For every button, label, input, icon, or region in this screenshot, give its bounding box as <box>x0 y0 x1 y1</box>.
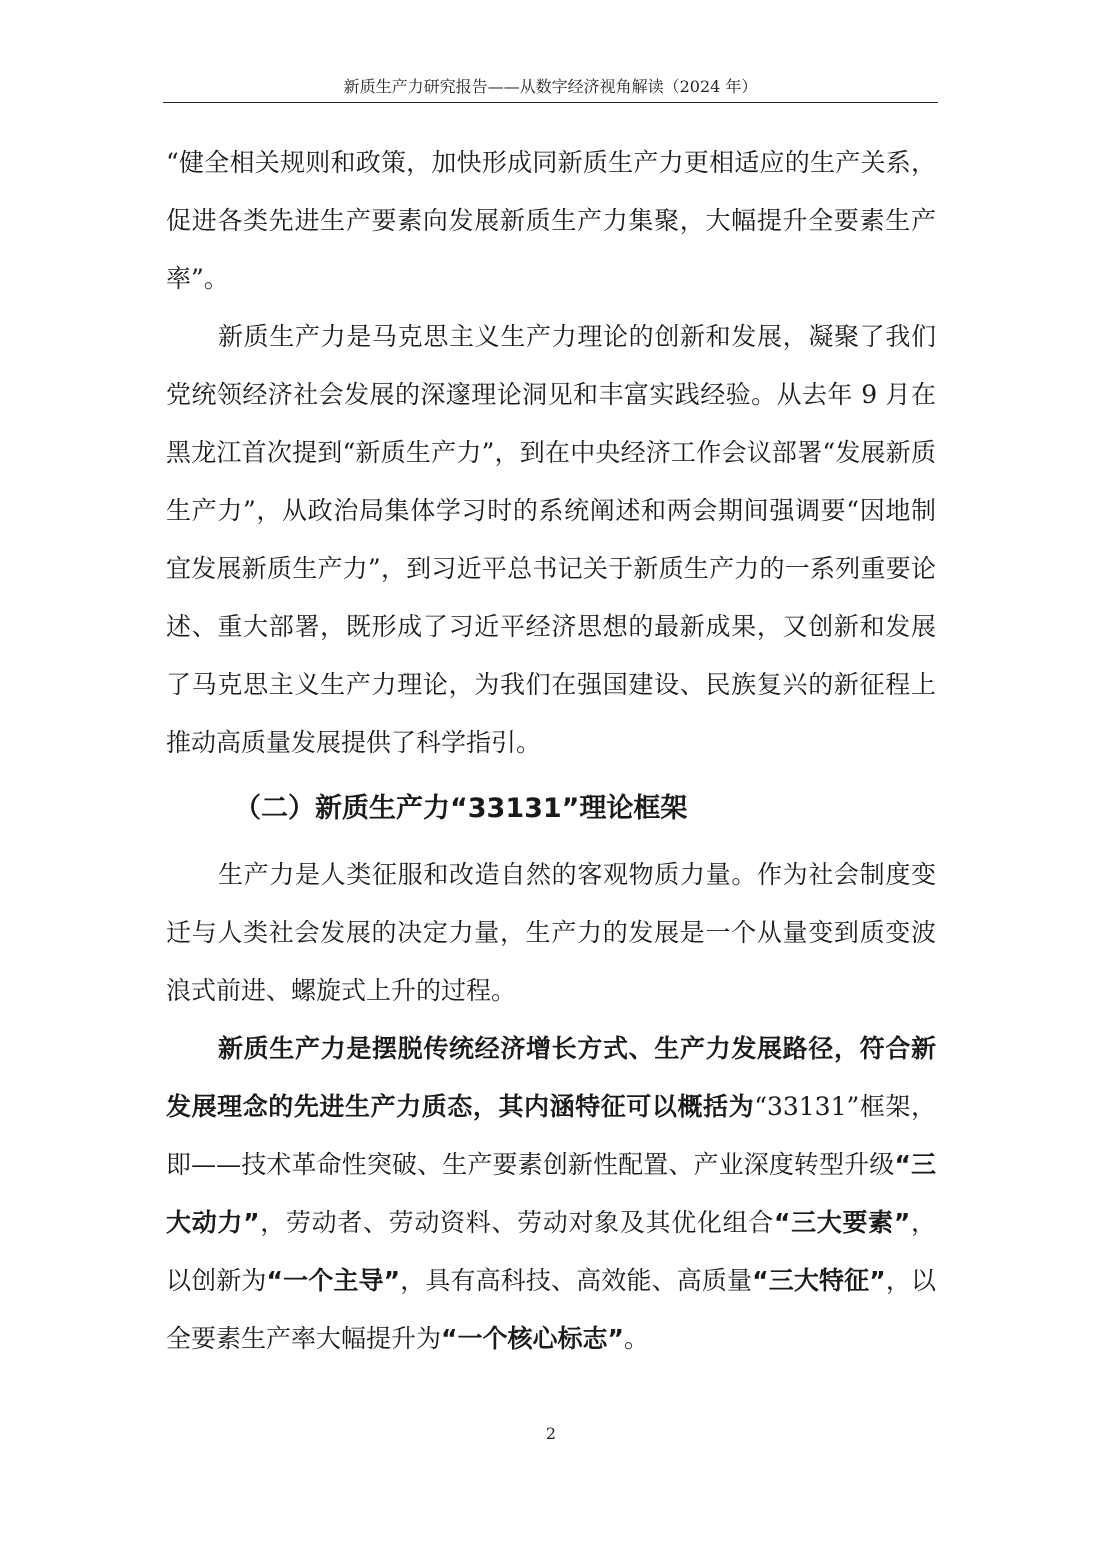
framework-text-5: ，以全要素生产率大幅提升为 <box>166 1266 936 1353</box>
framework-text-4: ，具有高科技、高效能、高质量 <box>400 1266 753 1295</box>
framework-lead-text: 新质生产力是摆脱传统经济增长方式、生产力发展路径，符合新发展理念的先进生产力质态，其内涵特征可以概括为 <box>166 1034 936 1121</box>
page-header <box>163 76 938 103</box>
framework-text-2: ，劳动者、劳动资料、劳动对象及其优化组合 <box>259 1208 774 1237</box>
paragraph-quote: “健全相关规则和政策，加快形成同新质生产力更相适应的生产关系，促进各类先进生产要素向发展新质生产力集聚，大幅提升全要素生产率”。 <box>166 148 936 293</box>
document-body <box>166 134 936 1368</box>
one-lead: “一个主导” <box>266 1266 401 1295</box>
framework-text-3: ，以创新为 <box>166 1208 936 1295</box>
paragraph-framework <box>166 1020 936 1368</box>
three-elements: “三大要素” <box>773 1208 911 1237</box>
report-title: 新质生产力研究报告——从数字经济视角解读（2024 年） <box>343 77 758 96</box>
section-heading: （二）新质生产力“33131”理论框架 <box>234 793 688 824</box>
framework-text-end: 。 <box>623 1324 649 1353</box>
paragraph-productivity: 生产力是人类征服和改造自然的客观物质力量。作为社会制度变迁与人类社会发展的决定力量，生产力的发展是一个从量变到质变波浪式前进、螺旋式上升的过程。 <box>166 860 936 1005</box>
three-drivers: “三大动力” <box>166 1150 936 1237</box>
framework-text-1: “33131”框架，即——技术革命性突破、生产要素创新性配置、产业深度转型升级 <box>166 1092 936 1179</box>
core-indicator: “一个核心标志” <box>441 1324 624 1353</box>
three-features: “三大特征” <box>752 1266 886 1295</box>
page-number: 2 <box>545 1424 557 1443</box>
paragraph-theory: 新质生产力是马克思主义生产力理论的创新和发展，凝聚了我们党统领经济社会发展的深邃理论洞见和丰富实践经验。从去年 9 月在黑龙江首次提到“新质生产力”，到在中央经济工作会议部署“发展新质生产力”，从政治局集体学习时的系统阐述和两会期间强调要“因地制宜发展新质生产力”，到习近平总书记关于新质生产力的一系列重要论述、重大部署，既形成了习近平经济思想的最新成果，又创新和发展了马克思主义生产力理论，为我们在强国建设、民族复兴的新征程上推动高质量发展提供了科学指引。 <box>166 322 936 757</box>
